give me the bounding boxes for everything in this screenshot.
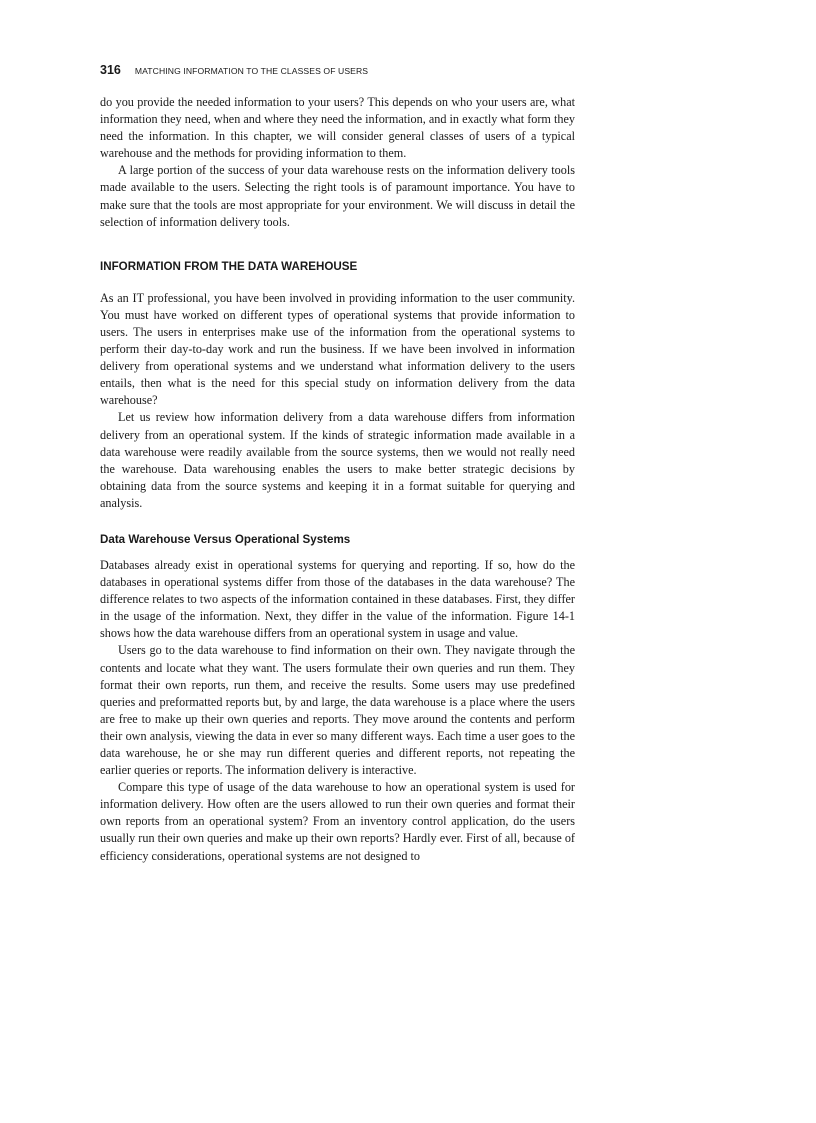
- section-heading-information-from-warehouse: INFORMATION FROM THE DATA WAREHOUSE: [100, 259, 358, 273]
- section2-paragraph-3: Compare this type of usage of the data warehouse to how an operational system is used for information delivery. How often are the users allowed to run their own queries and format their own reports from an operational system? From an inventory control application, do the users usually run their own queries and make up their own reports? Hardly ever. First of all, because of efficiency considerations, operational systems are not designed to: [100, 780, 575, 863]
- page-number: 316: [100, 63, 121, 77]
- section2-paragraph-1: Databases already exist in operational systems for querying and reporting. If so, how do the databases in operational systems differ from those of the databases in the data warehouse? The difference relates to two aspects of the information contained in these databases. First, they differ in the usage of the information. Next, they differ in the value of the information. Figure 14-1 shows how the data warehouse differs from an operational system in usage and value.: [100, 557, 575, 641]
- subsection-heading-warehouse-vs-operational: Data Warehouse Versus Operational Systems: [100, 532, 351, 546]
- section2-paragraph-2: Users go to the data warehouse to find information on their own. They navigate through the contents and locate what they want. The users formulate their own queries and run them. They format their own reports, run them, and receive the results. Some users may use predefined queries and preformatted reports but, by and large, the data warehouse is a place where the users are free to make up their own queries and reports. They move around the contents and perform their own analysis, viewing the data in ever so many different ways. Each time a user goes to the data warehouse, he or she may run different queries and different reports, not repeating the earlier queries or reports. The information delivery is interactive.: [100, 643, 575, 778]
- intro-paragraph-2: A large portion of the success of your data warehouse rests on the information delivery tools made available to the users. Selecting the right tools is of paramount importance. You have to make sure that the tools are most appropriate for your environment. We will discuss in detail the selection of information delivery tools.: [100, 163, 575, 229]
- section1-paragraph-2: Let us review how information delivery from a data warehouse differs from information delivery from an operational system. If the kinds of strategic information made available in a data warehouse were readily available from the source systems, then we would not really need the warehouse. Data warehousing enables the users to make better strategic decisions by obtaining data from the source systems and keeping it in a format suitable for querying and analysis.: [100, 410, 575, 510]
- book-page: [100, 62, 575, 865]
- intro-paragraph-1: do you provide the needed information to your users? This depends on who your users are, what information they need, when and where they need the information, and in exactly what form they need the information. In this chapter, we will consider general classes of users of a typical warehouse and the methods for providing information to them.: [100, 95, 575, 161]
- running-head: [100, 62, 575, 78]
- running-title: MATCHING INFORMATION TO THE CLASSES OF USERS: [134, 66, 369, 76]
- section1-paragraph-1: As an IT professional, you have been involved in providing information to the user community. You must have worked on different types of operational systems that provide information to users. The users in enterprises make use of the information from the operational systems to perform their day-to-day work and run the business. If we have been involved in information delivery from operational systems and we understand what information delivery to the users entails, then what is the need for this special study on information delivery from the data warehouse?: [100, 290, 575, 408]
